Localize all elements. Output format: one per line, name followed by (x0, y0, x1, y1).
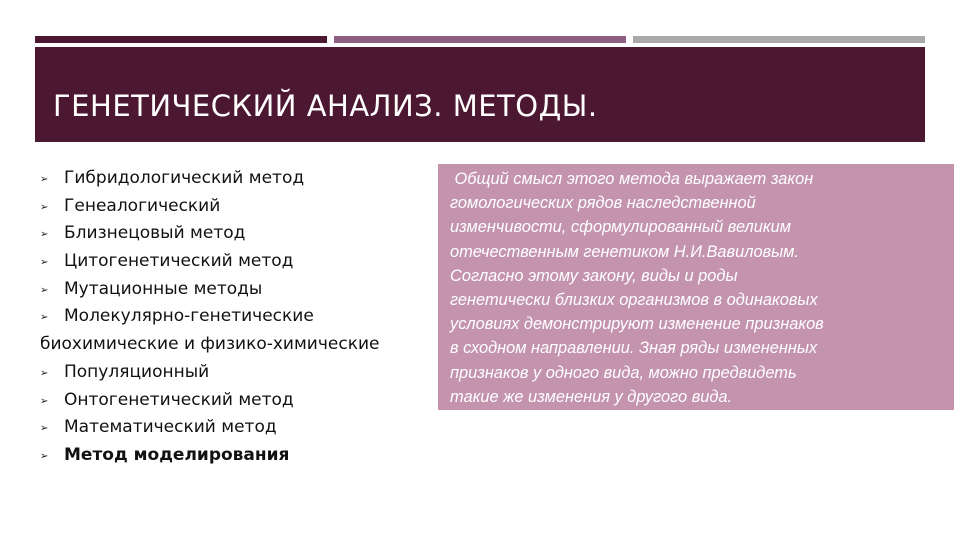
info-line: условиях демонстрируют изменение признаков (450, 315, 824, 334)
method-item (40, 359, 420, 387)
method-item (40, 276, 420, 304)
method-label: Онтогенетический метод (64, 389, 294, 410)
method-label: Близнецовый метод (64, 223, 246, 244)
arrow-bullet-icon: ➢ (40, 367, 49, 379)
method-label: Популяционный (64, 361, 210, 382)
info-line: изменчивости, сформулированный великим (450, 218, 791, 237)
method-item (40, 414, 420, 442)
methods-list (40, 165, 420, 470)
arrow-bullet-icon: ➢ (40, 201, 49, 213)
info-line: Общий смысл этого метода выражает закон (450, 170, 814, 188)
method-label: Гибридологический метод (64, 168, 305, 188)
method-label: Молекулярно-генетические (64, 306, 314, 327)
info-line: отечественным генетиком Н.И.Вавиловым. (450, 242, 799, 261)
arrow-bullet-icon: ➢ (40, 257, 49, 269)
info-line: гомологических рядов наследственной (450, 194, 756, 213)
method-item (40, 193, 420, 221)
info-line: такие же изменения у другого вида. (450, 387, 733, 406)
arrow-bullet-icon: ➢ (40, 312, 49, 324)
accent-bar-middle (334, 36, 626, 43)
accent-bar-right (633, 36, 925, 43)
arrow-bullet-icon: ➢ (40, 229, 49, 241)
arrow-bullet-icon: ➢ (40, 423, 49, 435)
method-item (40, 248, 420, 276)
accent-bar-left (35, 36, 327, 43)
method-label: Математический метод (64, 417, 277, 438)
info-line: Согласно этому закону, виды и роды (450, 266, 738, 285)
info-text (450, 167, 950, 409)
method-item (40, 165, 420, 193)
method-label: Метод моделирования (64, 444, 290, 465)
method-item (40, 220, 420, 248)
info-line: признаков у одного вида, можно предвидеть (450, 363, 797, 382)
method-label: биохимические и физико-химические (40, 334, 380, 355)
slide-title: ГЕНЕТИЧЕСКИЙ АНАЛИЗ. МЕТОДЫ. (53, 89, 598, 123)
arrow-bullet-icon: ➢ (40, 284, 49, 296)
info-line: в сходном направлении. Зная ряды измененных (450, 339, 818, 358)
method-item (40, 387, 420, 415)
arrow-bullet-icon: ➢ (40, 174, 49, 185)
method-label: Генеалогический (64, 195, 221, 216)
arrow-bullet-icon: ➢ (40, 450, 49, 462)
method-item (40, 303, 420, 331)
info-box (438, 164, 954, 410)
method-label: Цитогенетический метод (64, 251, 294, 272)
info-line: генетически близких организмов в одинаковых (450, 291, 818, 310)
method-item (40, 442, 420, 470)
arrow-bullet-icon: ➢ (40, 395, 49, 407)
method-item (40, 331, 420, 359)
title-band (35, 47, 925, 142)
method-label: Мутационные методы (64, 278, 263, 299)
